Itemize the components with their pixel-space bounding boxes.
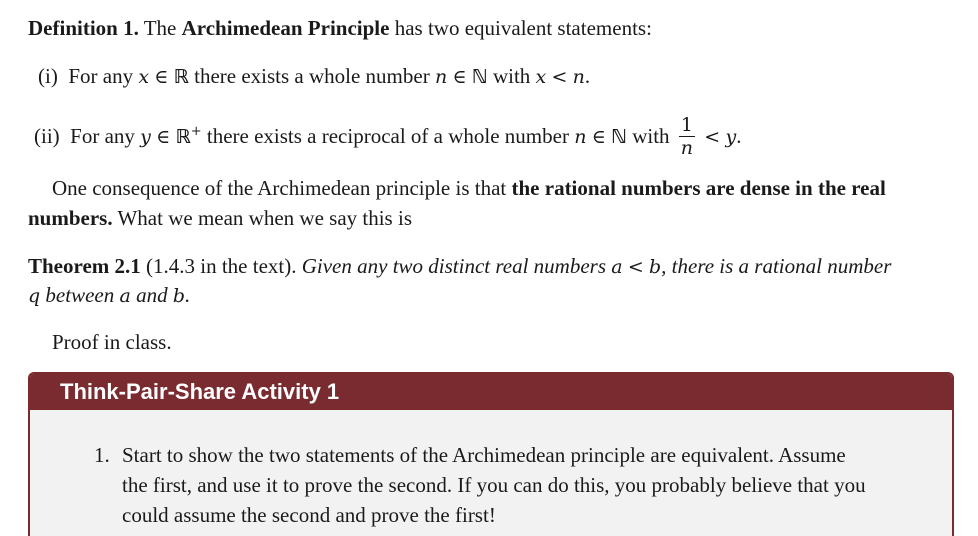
theorem-label: Theorem 2.1 (28, 254, 141, 278)
item-end: . (736, 124, 742, 148)
activity-box (28, 372, 954, 536)
activity-title: Think-Pair-Share Activity 1 (60, 379, 340, 404)
math-var-x: x (535, 66, 547, 88)
math-set-reals: ℝ (173, 66, 189, 88)
paragraph-emphasis: the rational numbers are dense in the real (511, 176, 886, 200)
activity-item-line-1: Start to show the two statements of the Archimedean principle are equivalent. Assume (122, 443, 846, 467)
math-set-naturals: ℕ (611, 126, 627, 148)
math-var-y: y (140, 126, 151, 148)
proof-note (52, 328, 172, 356)
theorem-reference: (1.4.3 in the text). (146, 254, 297, 278)
math-less-than: < (551, 66, 568, 88)
math-element-of: ∈ (154, 66, 169, 88)
fraction-numerator: 1 (679, 114, 695, 137)
math-var-a: a (611, 256, 623, 278)
math-var-b: b (649, 256, 662, 278)
math-var-b: b (172, 285, 185, 307)
definition-term: Archimedean Principle (181, 16, 390, 40)
item-text: there exists a whole number (194, 64, 430, 88)
theorem-line-2 (28, 281, 190, 310)
item-marker: (ii) (34, 124, 60, 148)
definition-item-1 (38, 62, 590, 91)
math-fraction (679, 114, 695, 159)
fraction-denominator: n (680, 136, 694, 159)
theorem-text: , there is a rational number (661, 254, 892, 278)
math-var-q: q (28, 285, 41, 307)
math-set-naturals: ℕ (471, 66, 488, 88)
theorem-line-1 (28, 252, 891, 281)
item-text: with (632, 124, 670, 148)
definition-intro-the: The (143, 16, 177, 40)
activity-header (30, 374, 952, 410)
math-less-than: < (627, 256, 644, 278)
theorem-text: between (45, 283, 115, 307)
math-var-a: a (119, 285, 131, 307)
paragraph-emphasis: numbers. (28, 206, 113, 230)
item-text: there exists a reciprocal of a whole number (206, 124, 569, 148)
math-less-than: < (704, 126, 721, 148)
math-var-x: x (138, 66, 150, 88)
theorem-text: and (136, 283, 168, 307)
math-element-of: ∈ (452, 66, 467, 88)
paragraph-line-2 (28, 204, 412, 232)
math-superscript-plus: + (190, 124, 202, 139)
theorem-end: . (184, 283, 191, 307)
math-set-reals: ℝ (175, 126, 191, 148)
paragraph-line-1 (52, 174, 886, 202)
definition-intro-rest: has two equivalent statements: (394, 16, 652, 40)
paragraph-text: What we mean when we say this is (117, 206, 412, 230)
definition-item-2 (34, 112, 741, 160)
activity-item-line-2: the first, and use it to prove the second. If you can do this, you probably believe that you (122, 473, 866, 497)
theorem-text: Given any two distinct real numbers (301, 254, 606, 278)
item-marker: (i) (38, 64, 58, 88)
activity-item-number: 1. (94, 443, 110, 467)
proof-text: Proof in class. (52, 330, 172, 354)
item-text: with (492, 64, 531, 88)
item-end: . (584, 64, 591, 88)
activity-item-line-3: could assume the second and prove the first! (122, 503, 496, 527)
math-var-y: y (725, 126, 737, 148)
math-element-of: ∈ (156, 126, 171, 148)
definition-label: Definition 1. (28, 16, 139, 40)
math-var-n: n (574, 126, 587, 148)
math-element-of: ∈ (591, 126, 606, 148)
math-var-n: n (434, 66, 448, 88)
item-text: For any (68, 64, 134, 88)
paragraph-text: One consequence of the Archimedean principle is that (52, 176, 507, 200)
item-text: For any (70, 124, 135, 148)
math-var-n: n (572, 66, 585, 88)
definition-heading (28, 14, 652, 42)
